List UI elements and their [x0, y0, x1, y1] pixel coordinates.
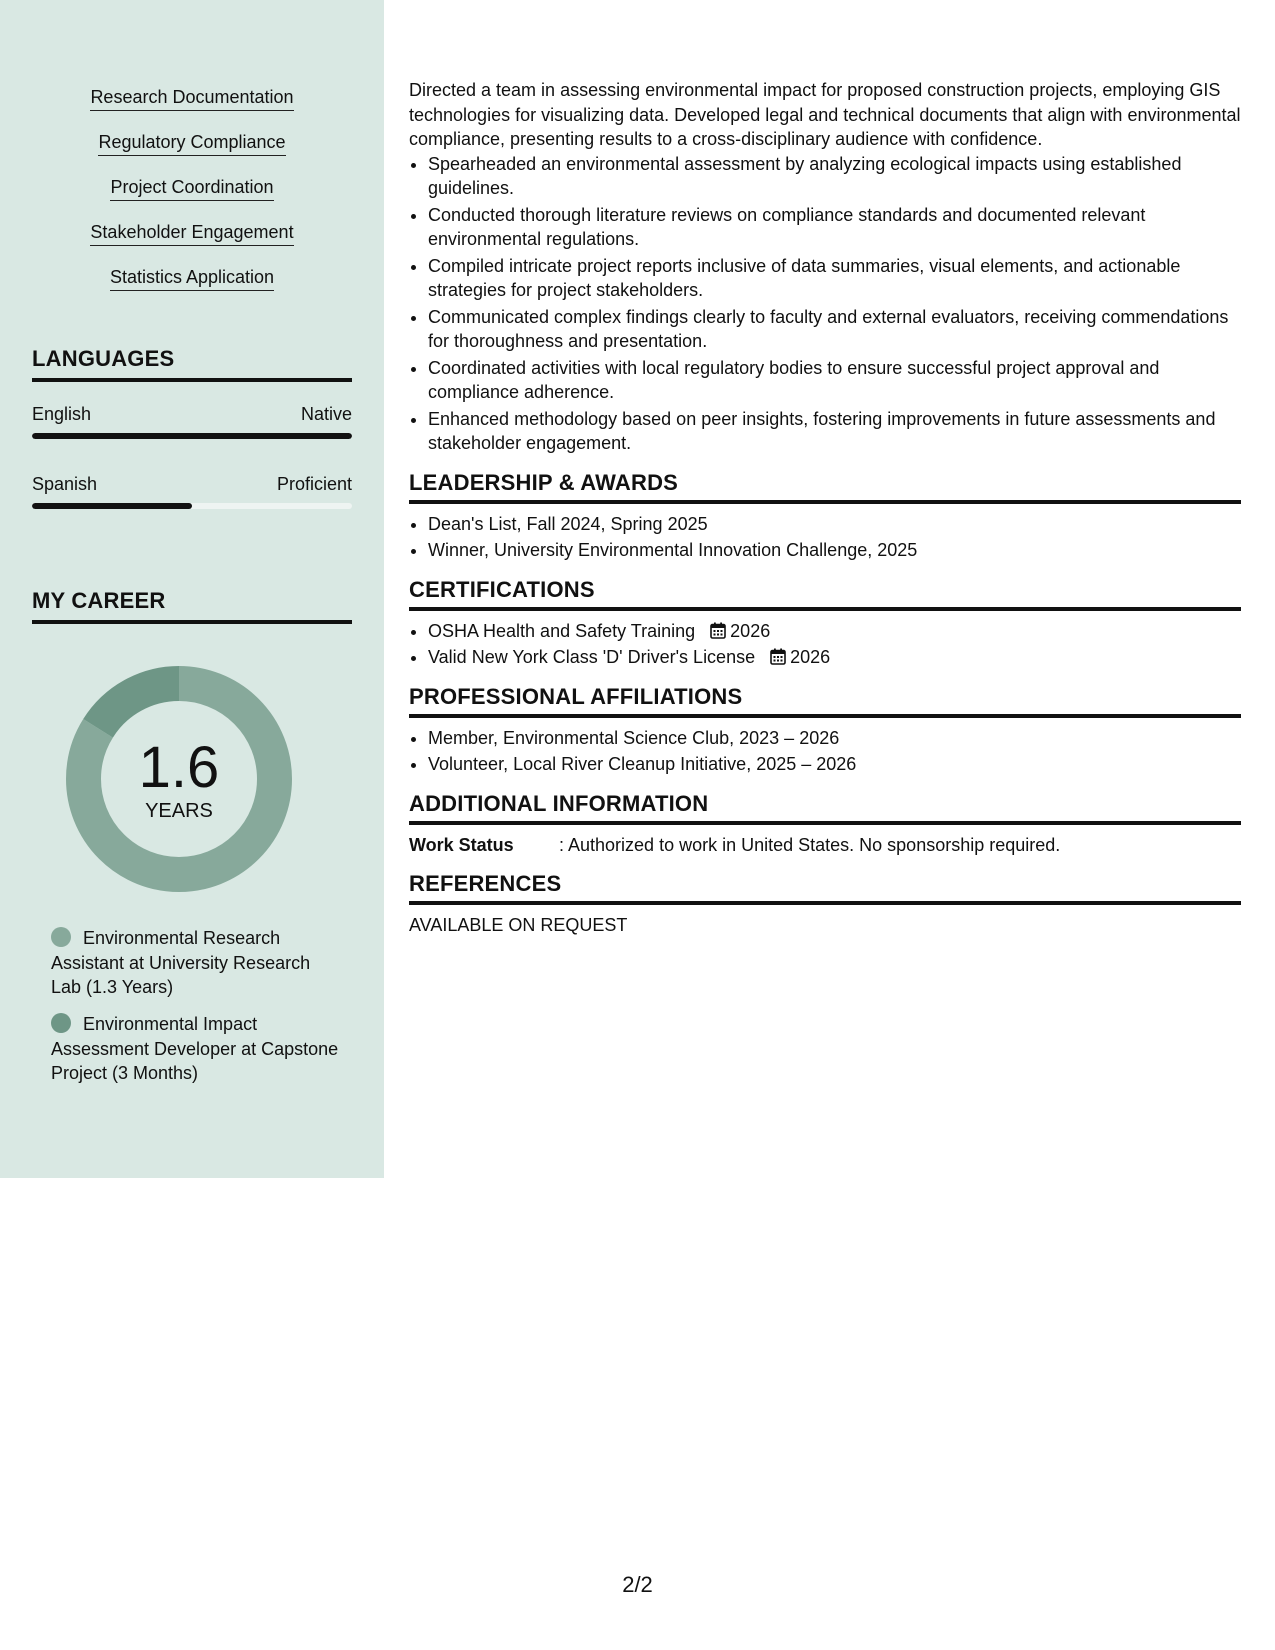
language-level: Proficient [276, 474, 352, 494]
leadership-list [409, 512, 1241, 563]
skill-item: Statistics Application [0, 266, 384, 311]
certification-year: 2026 [790, 647, 831, 667]
language-level: Native [300, 404, 352, 424]
list-item: • Communicated complex findings clearly to faculty and external evaluators, receiving commendations for thoroughness and presentation. [428, 305, 1241, 354]
language-row-english [32, 404, 352, 425]
languages-heading: LANGUAGES [32, 346, 352, 382]
language-row-spanish [32, 474, 352, 495]
references-heading: REFERENCES [409, 871, 1241, 905]
list-item: • Compiled intricate project reports inclusive of data summaries, visual elements, and actionable strategies for project stakeholders. [428, 254, 1241, 303]
skill-item: Stakeholder Engagement [0, 221, 384, 266]
sidebar [0, 0, 384, 1178]
work-status-row [409, 833, 1241, 857]
language-bar-fill [32, 433, 352, 439]
references-text: AVAILABLE ON REQUEST [409, 914, 628, 935]
legend-dot-icon [51, 927, 71, 947]
skill-item: Research Documentation [0, 86, 384, 131]
main-content [409, 78, 1241, 937]
career-legend-item: Environmental Impact Assessment Developer at Capstone Project (3 Months) [51, 1014, 339, 1083]
list-item: • Winner, University Environmental Innovation Challenge, 2025 [428, 538, 1241, 563]
language-name: English [32, 404, 92, 424]
affiliations-heading: PROFESSIONAL AFFILIATIONS [409, 684, 1241, 718]
list-item [428, 619, 1241, 644]
list-item [428, 645, 1241, 670]
additional-info-heading: ADDITIONAL INFORMATION [409, 791, 1241, 825]
skill-item: Regulatory Compliance [0, 131, 384, 176]
experience-bullets [409, 152, 1241, 456]
page-number: 2/2 [622, 1572, 653, 1597]
list-item: • Dean's List, Fall 2024, Spring 2025 [428, 512, 1241, 537]
certifications-heading: CERTIFICATIONS [409, 577, 1241, 611]
calendar-icon [710, 622, 726, 639]
skills-list [0, 86, 384, 311]
skill-item: Project Coordination [0, 176, 384, 221]
certification-name: Valid New York Class 'D' Driver's License [428, 647, 756, 667]
affiliations-list [409, 726, 1241, 777]
career-total-years: 1.6 [138, 735, 220, 800]
work-status-value: : Authorized to work in United States. No sponsorship required. [559, 834, 1061, 855]
work-status-label: Work Status [409, 834, 514, 855]
legend-dot-icon [51, 1013, 71, 1033]
list-item: • Coordinated activities with local regulatory bodies to ensure successful project approval and compliance adherence. [428, 356, 1241, 405]
experience-summary: Directed a team in assessing environmental impact for proposed construction projects, employing GIS technologies for visualizing data. Developed legal and technical documents that align with environmental compliance, presenting results to a cross-disciplinary audience with confidence. [409, 80, 1241, 149]
language-bar-fill [32, 503, 192, 509]
list-item: • Spearheaded an environmental assessment by analyzing ecological impacts using established guidelines. [428, 152, 1241, 201]
language-bar-english [32, 433, 352, 439]
leadership-heading: LEADERSHIP & AWARDS [409, 470, 1241, 504]
language-name: Spanish [32, 474, 98, 494]
certification-name: OSHA Health and Safety Training [428, 620, 696, 641]
certification-year: 2026 [730, 620, 771, 641]
list-item: • Volunteer, Local River Cleanup Initiative, 2025 – 2026 [428, 752, 1241, 777]
language-bar-spanish [32, 503, 352, 509]
list-item: • Enhanced methodology based on peer insights, fostering improvements in future assessments and stakeholder engagement. [428, 407, 1241, 456]
career-heading: MY CAREER [32, 588, 352, 624]
career-total-unit: YEARS [145, 800, 213, 822]
certifications-list [409, 619, 1241, 670]
career-legend-item: Environmental Research Assistant at University Research Lab (1.3 Years) [51, 928, 311, 997]
list-item: • Conducted thorough literature reviews on compliance standards and documented relevant environmental regulations. [428, 203, 1241, 252]
list-item: • Member, Environmental Science Club, 2023 – 2026 [428, 726, 1241, 751]
calendar-icon [770, 648, 786, 665]
